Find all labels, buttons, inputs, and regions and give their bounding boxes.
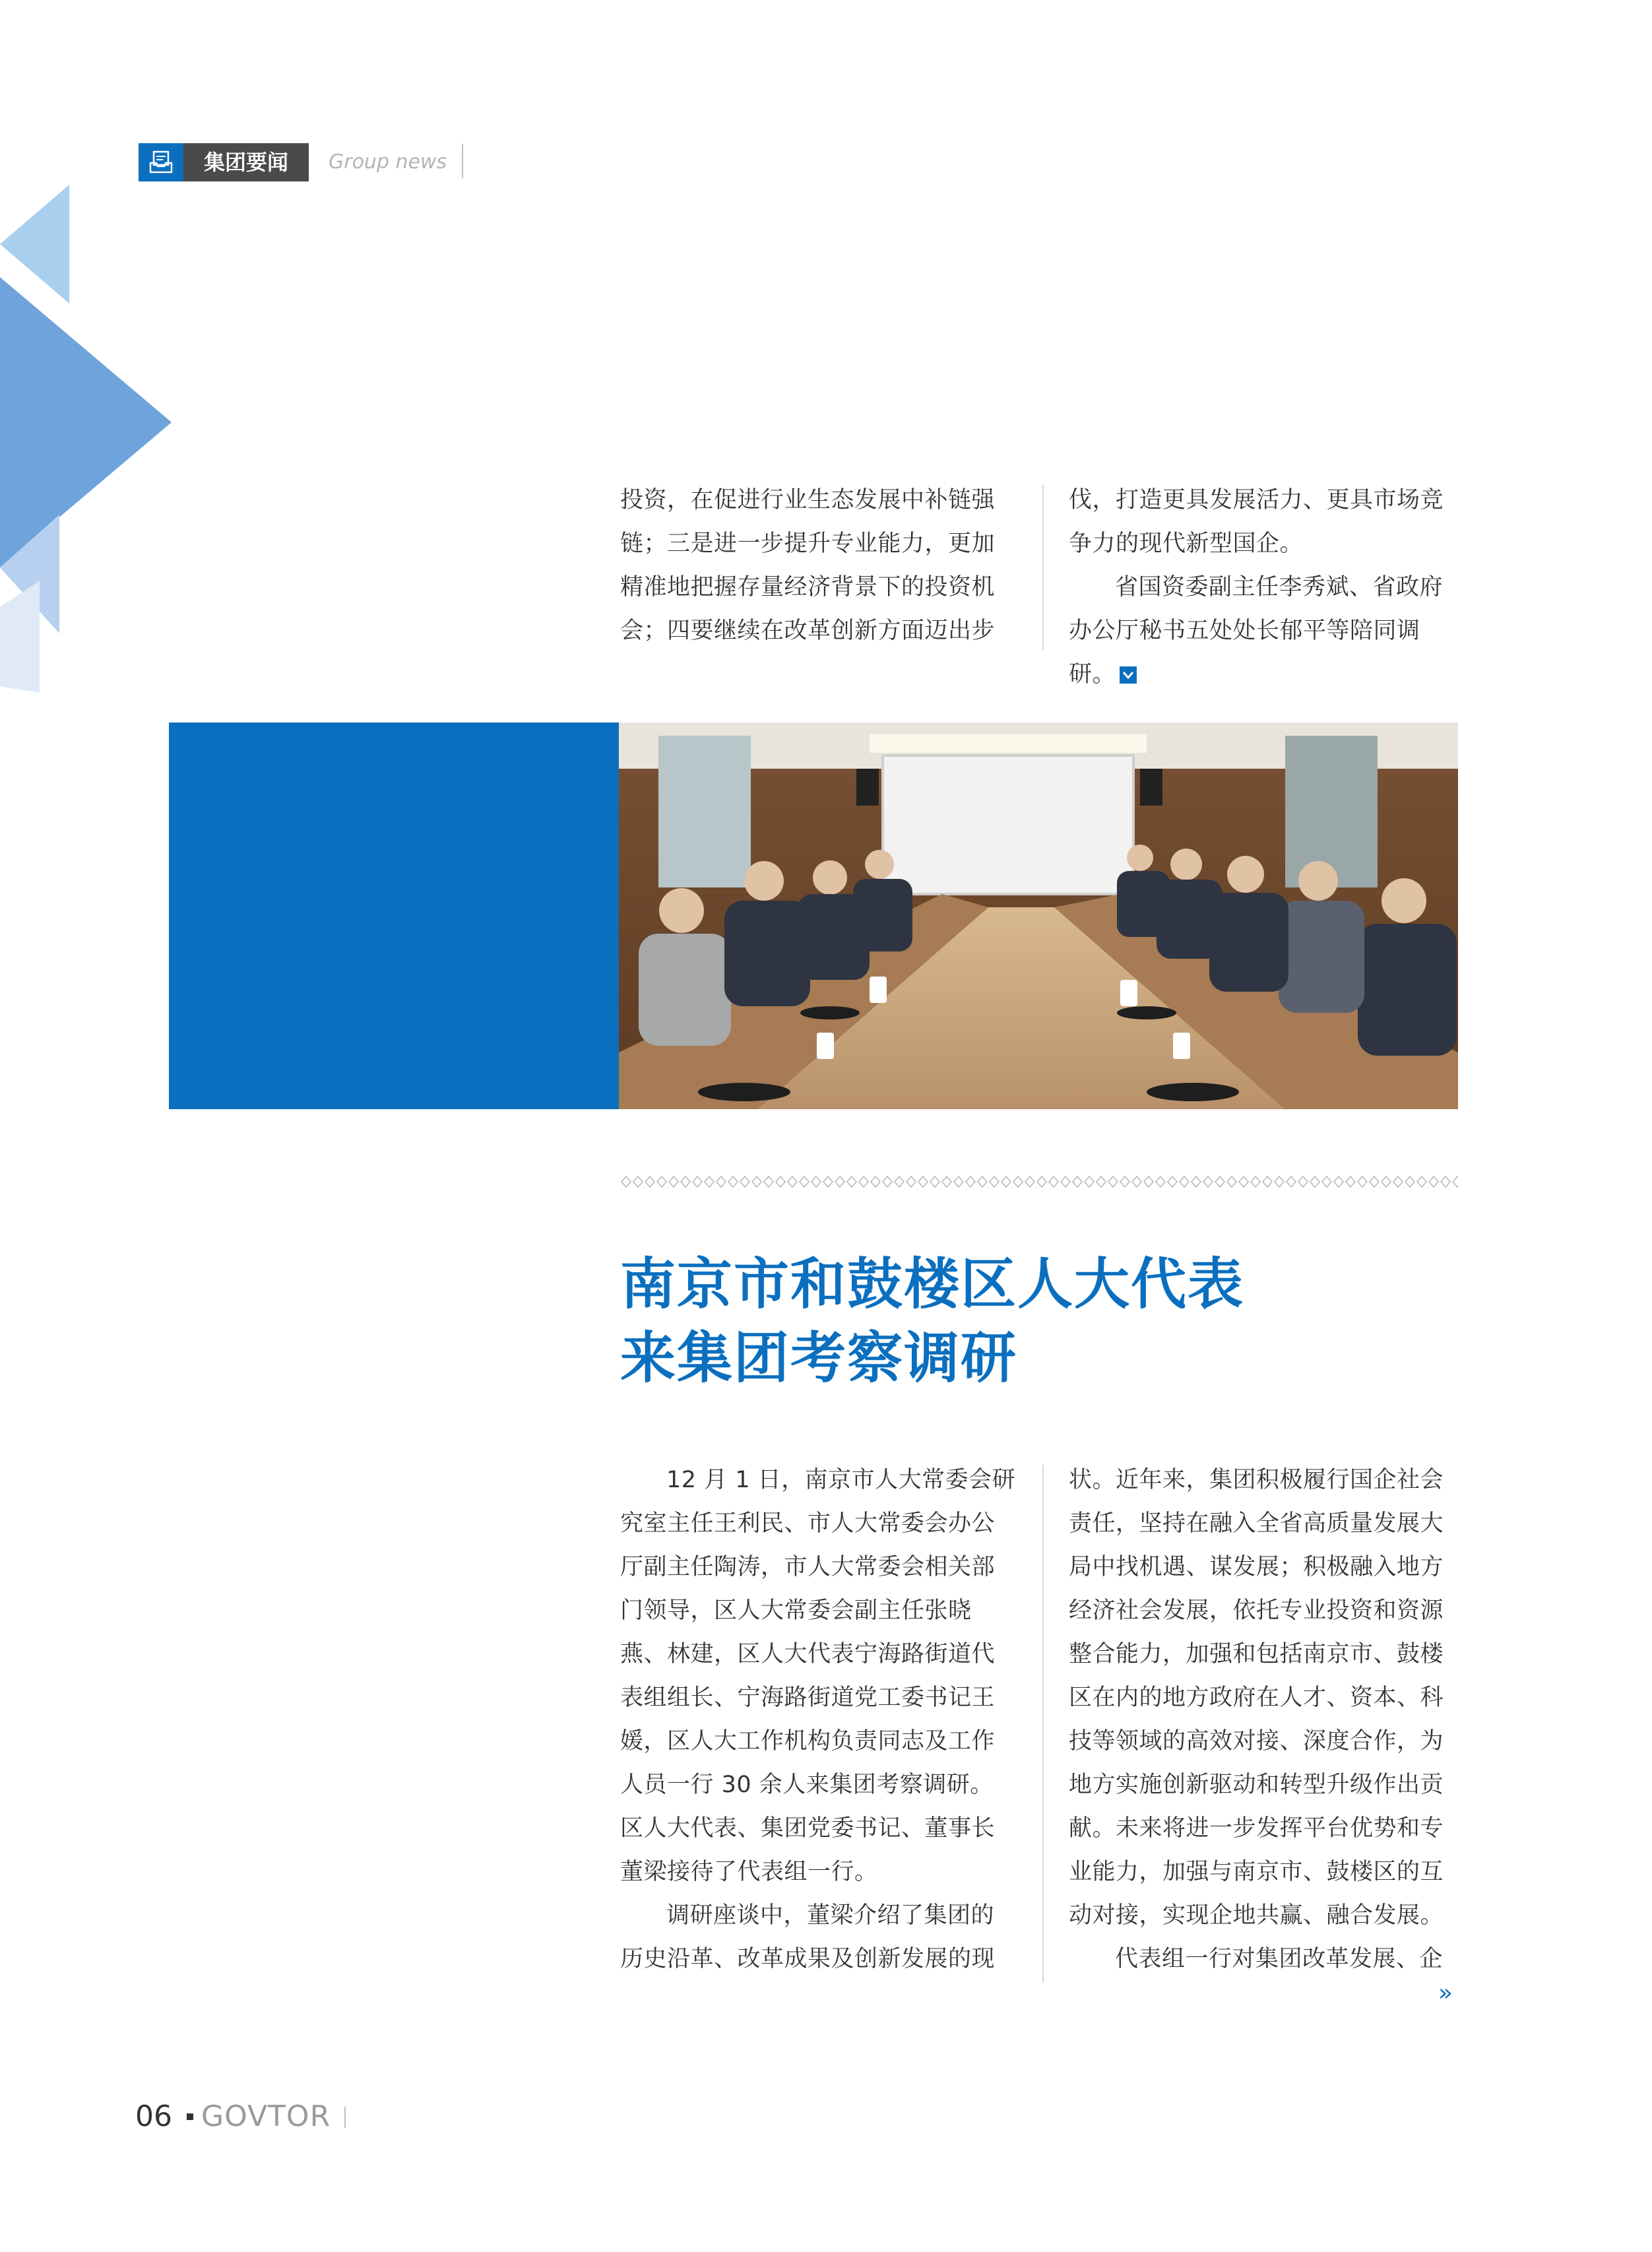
paragraph-text: 省国资委副主任李秀斌、省政府办公厅秘书五处处长郁平等陪同调研。 bbox=[1069, 574, 1444, 688]
diamond-divider bbox=[620, 1174, 1458, 1189]
header-divider bbox=[462, 144, 463, 178]
paragraph: 调研座谈中，董梁介绍了集团的历史沿革、改革成果及创新发展的现 bbox=[620, 1902, 996, 1972]
footer-divider bbox=[344, 2107, 346, 2128]
section-title: 集团要闻 bbox=[183, 143, 309, 181]
footer-separator-dot bbox=[187, 2113, 193, 2120]
section-icon-box bbox=[139, 143, 183, 181]
paragraph-closing bbox=[1069, 565, 1465, 696]
top-article-right-column bbox=[1069, 478, 1465, 696]
end-of-article-icon bbox=[1120, 666, 1137, 684]
page-number: 06 bbox=[135, 2100, 172, 2133]
meeting-room-photo bbox=[619, 723, 1458, 1109]
document-tray-icon bbox=[148, 150, 174, 175]
photo-accent-block bbox=[169, 723, 619, 1109]
continue-arrow-icon: » bbox=[1438, 1979, 1453, 2007]
article-title bbox=[620, 1247, 1458, 1395]
article-right-column bbox=[1069, 1458, 1465, 1981]
magazine-logo: GOVTOR bbox=[201, 2100, 331, 2133]
column-divider bbox=[1042, 1465, 1044, 1983]
decorative-triangles bbox=[0, 185, 178, 699]
article-left-column bbox=[620, 1458, 1016, 1981]
top-article-left-column bbox=[620, 478, 1016, 653]
article-title-line-2: 来集团考察调研 bbox=[620, 1326, 1018, 1390]
paragraph: 投资，在促进行业生态发展中补链强链；三是进一步提升专业能力，更加精准地把握存量经济背景下的投资机会；四要继续在改革创新方面迈出步 bbox=[620, 487, 996, 644]
section-subtitle-en: Group news bbox=[329, 150, 447, 174]
paragraph: 伐，打造更具发展活力、更具市场竞争力的现代新型国企。 bbox=[1069, 487, 1444, 557]
paragraph: 状。近年来，集团积极履行国企社会责任，坚持在融入全省高质量发展大局中找机遇、谋发展；积极融入地方经济社会发展，依托专业投资和资源整合能力，加强和包括南京市、鼓楼区在内的地方政府在人才、资本、科技等领域的高效对接、深度合作，为地方实施创新驱动和转型升级作出贡献。未来将进一步发挥平台优势和专业能力，加强与南京市、鼓楼区的互动对接，实现企地共赢、融合发展。 bbox=[1069, 1467, 1444, 1929]
column-divider bbox=[1042, 485, 1044, 650]
paragraph: 12 月 1 日，南京市人大常委会研究室主任王利民、市人大常委会办公厅副主任陶涛，市人大常委会相关部门领导，区人大常委会副主任张晓燕、林建，区人大代表宁海路街道代表组组长、宁海路街道党工委书记王媛，区人大工作机构负责同志及工作人员一行 30 余人来集团考察调研。区人大代表、集团党委书记、董事长董梁接待了代表组一行。 bbox=[620, 1467, 1016, 1885]
article-title-line-1: 南京市和鼓楼区人大代表 bbox=[620, 1252, 1245, 1316]
paragraph: 代表组一行对集团改革发展、企 bbox=[1115, 1946, 1444, 1972]
